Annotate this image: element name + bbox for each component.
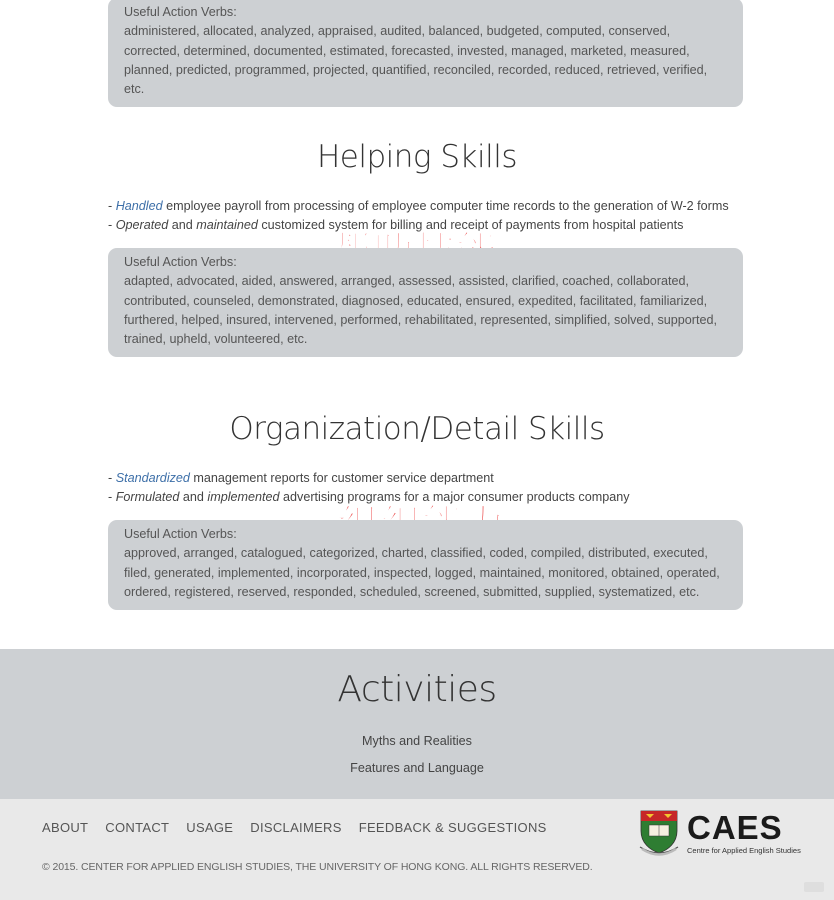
organization-skills-heading: Organization/Detail Skills bbox=[229, 411, 605, 447]
verb-operated: Operated bbox=[115, 218, 169, 232]
activity-link-myths[interactable]: Myths and Realities bbox=[362, 734, 472, 748]
activities-title: Activities bbox=[337, 669, 497, 710]
organization-example-2: - Formulated and implemented advertising programs for a major consumer products company bbox=[108, 490, 630, 504]
helping-example-1: - Handled employee payroll from processing of employee computer time records to the generation of W-2 forms bbox=[108, 199, 729, 213]
footer-link-contact[interactable]: CONTACT bbox=[105, 820, 170, 835]
footer bbox=[0, 799, 834, 900]
action-verbs-label: Useful Action Verbs: bbox=[124, 5, 237, 19]
organization-example-1: - Standardized management reports for customer service department bbox=[108, 471, 494, 485]
footer-link-feedback[interactable]: FEEDBACK & SUGGESTIONS bbox=[358, 820, 547, 835]
logo-wordmark: CAES bbox=[687, 809, 783, 846]
copyright-text: © 2015. CENTER FOR APPLIED ENGLISH STUDIES, THE UNIVERSITY OF HONG KONG. ALL RIGHTS RESERVED. bbox=[42, 861, 593, 873]
action-verbs-list: approved, arranged, catalogued, categorized, charted, classified, coded, compiled, distributed, executed, filed, generated, implemented, incorporated, inspected, logged, maintained, monitored, obtained, operated, ordered, registered, reserved, responded, scheduled, screened, submitted, supplied, systematized, etc. bbox=[124, 546, 720, 599]
footer-nav bbox=[42, 820, 547, 835]
top-action-verbs-box bbox=[108, 0, 743, 107]
verb-maintained: maintained bbox=[196, 218, 258, 232]
verb-link-standardized[interactable]: Standardized bbox=[115, 471, 190, 485]
hku-crest-icon bbox=[638, 809, 680, 857]
footer-link-usage[interactable]: USAGE bbox=[186, 820, 234, 835]
footer-link-about[interactable]: ABOUT bbox=[42, 820, 89, 835]
helping-skills-heading: Helping Skills bbox=[316, 139, 517, 175]
helping-action-verbs-box bbox=[108, 248, 743, 357]
action-verbs-list: adapted, advocated, aided, answered, arranged, assessed, assisted, clarified, coached, collaborated, contributed, counseled, demonstrated, diagnosed, educated, ensured, expedited, facilitated, familiarized, furthered, helped, insured, intervened, performed, rehabilitated, represented, simplified, solved, supported, trained, upheld, volunteered, etc. bbox=[124, 274, 717, 347]
organization-action-verbs-box bbox=[108, 520, 743, 610]
caes-logo[interactable] bbox=[638, 809, 808, 859]
helping-example-2: - Operated and maintained customized system for billing and receipt of payments from hospital patients bbox=[108, 218, 684, 232]
action-verbs-label: Useful Action Verbs: bbox=[124, 255, 237, 269]
scroll-to-top-button[interactable] bbox=[804, 882, 824, 892]
verb-link-handled[interactable]: Handled bbox=[115, 199, 163, 213]
verb-implemented: implemented bbox=[207, 490, 280, 504]
action-verbs-list: administered, allocated, analyzed, appraised, audited, balanced, budgeted, computed, conserved, corrected, determined, documented, estimated, forecasted, invested, managed, marketed, measured, planned, predicted, programmed, projected, quantified, reconciled, recorded, reduced, retrieved, verified, etc. bbox=[124, 24, 708, 97]
verb-formulated: Formulated bbox=[115, 490, 180, 504]
action-verbs-label: Useful Action Verbs: bbox=[124, 527, 237, 541]
logo-subtitle: Centre for Applied English Studies bbox=[687, 846, 801, 855]
footer-link-disclaimers[interactable]: DISCLAIMERS bbox=[250, 820, 342, 835]
activities-section bbox=[0, 649, 834, 799]
activity-link-features[interactable]: Features and Language bbox=[350, 761, 484, 775]
